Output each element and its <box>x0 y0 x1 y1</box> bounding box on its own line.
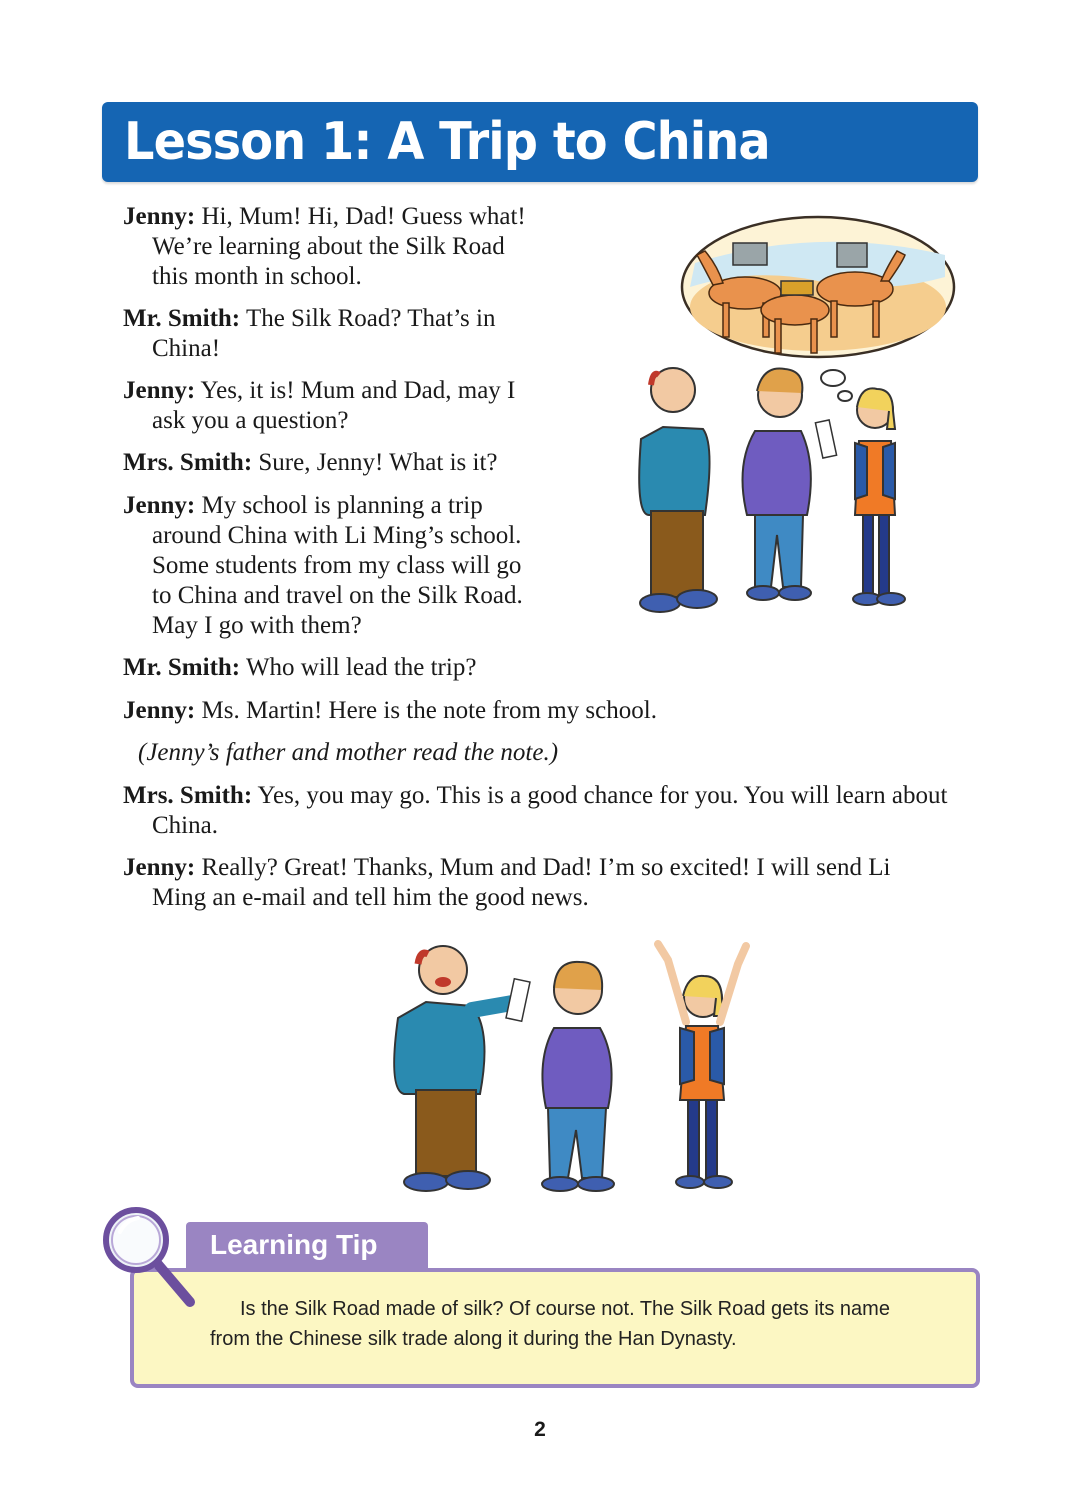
dialogue-continuation: Ming an e-mail and tell him the good news. <box>152 884 589 911</box>
dialogue-line <box>123 696 657 726</box>
speaker-name: Jenny: <box>123 697 196 724</box>
speaker-name: Mr. Smith: <box>123 654 241 681</box>
dialogue-text: Who will lead the trip? <box>240 654 477 681</box>
dialogue-text: Yes, it is! Mum and Dad, may I <box>195 377 516 404</box>
speaker-name: Jenny: <box>123 203 196 230</box>
speaker-name: Jenny: <box>123 854 196 881</box>
family-celebrating-drawing <box>368 930 788 1200</box>
speaker-name: Jenny: <box>123 377 196 404</box>
dialogue-line <box>123 376 515 406</box>
learning-tip-heading: Learning Tip <box>210 1229 378 1260</box>
dialogue-text: Sure, Jenny! What is it? <box>252 449 498 476</box>
dialogue-text: My school is planning a trip <box>195 492 483 519</box>
speaker-name: Mrs. Smith: <box>123 782 253 809</box>
lesson-title: Lesson 1: A Trip to China <box>124 112 770 172</box>
page-number: 2 <box>534 1418 546 1441</box>
dialogue-continuation: China! <box>152 335 221 362</box>
dialogue-line <box>123 304 495 334</box>
dialogue-text: Really? Great! Thanks, Mum and Dad! I’m so excited! I will send Li <box>195 854 891 881</box>
dialogue-text: The Silk Road? That’s in <box>240 305 496 332</box>
learning-tip-box <box>130 1268 980 1388</box>
stage-direction: (Jenny’s father and mother read the note.) <box>138 739 559 766</box>
dialogue-continuation: Some students from my class will go <box>152 552 522 579</box>
dialogue-continuation: to China and travel on the Silk Road. <box>152 582 523 609</box>
learning-tip-tab <box>186 1222 428 1268</box>
dialogue-continuation: We’re learning about the Silk Road <box>152 233 505 260</box>
dialogue-text: Ms. Martin! Here is the note from my school. <box>195 697 657 724</box>
learning-tip-line-2: from the Chinese silk trade along it during the Han Dynasty. <box>210 1328 737 1350</box>
family-camel-drawing <box>605 215 980 635</box>
lesson-title-bar <box>102 102 978 182</box>
dialogue-continuation: May I go with them? <box>152 612 362 639</box>
family-camel-illustration <box>605 215 980 635</box>
dialogue-continuation: ask you a question? <box>152 407 349 434</box>
dialogue-continuation: China. <box>152 812 218 839</box>
speaker-name: Jenny: <box>123 492 196 519</box>
dialogue-text: Hi, Mum! Hi, Dad! Guess what! <box>195 203 526 230</box>
dialogue-line <box>123 781 947 811</box>
speaker-name: Mr. Smith: <box>123 305 241 332</box>
dialogue-line <box>123 202 526 232</box>
dialogue-text: Yes, you may go. This is a good chance for you. You will learn about <box>252 782 948 809</box>
dialogue-line <box>123 653 476 683</box>
dialogue-line <box>123 853 890 883</box>
magnifying-glass-icon <box>98 1204 208 1319</box>
speaker-name: Mrs. Smith: <box>123 449 253 476</box>
dialogue-line <box>123 448 497 478</box>
family-celebrating-illustration <box>368 930 788 1200</box>
learning-tip-line-1: Is the Silk Road made of silk? Of course not. The Silk Road gets its name <box>240 1298 890 1320</box>
dialogue-continuation: this month in school. <box>152 263 362 290</box>
dialogue-continuation: around China with Li Ming’s school. <box>152 522 522 549</box>
dialogue-line <box>123 491 483 521</box>
